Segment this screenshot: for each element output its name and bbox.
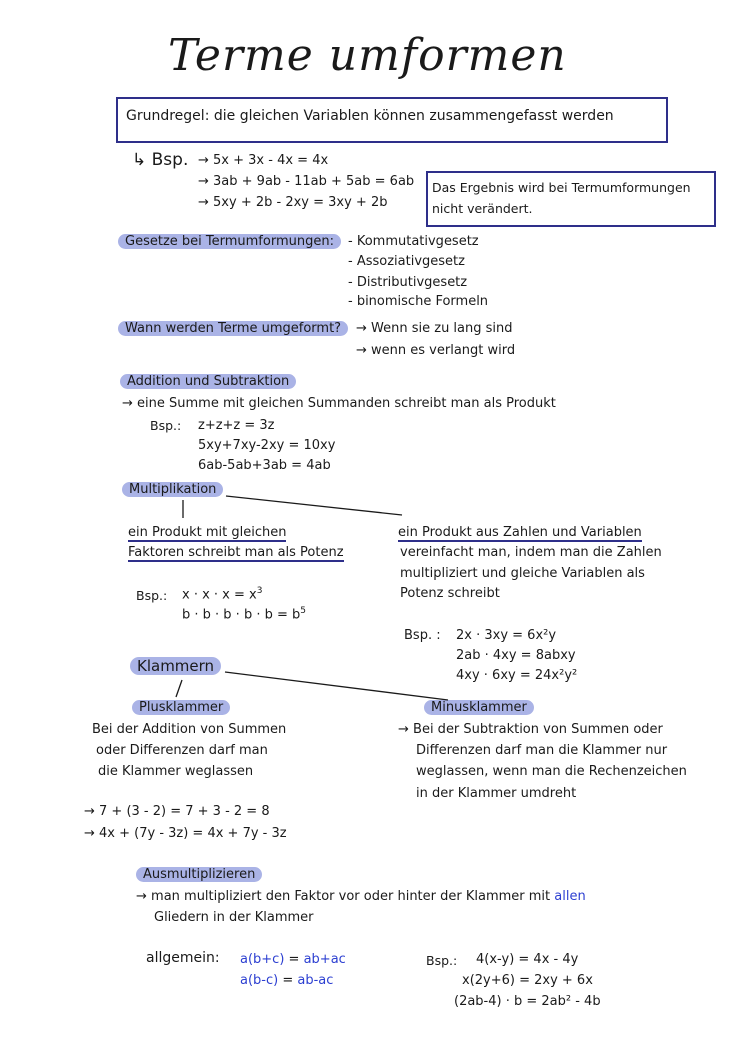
minus-line-2: Differenzen darf man die Klammer nur <box>416 743 668 758</box>
addition-example-1: z+z+z = 3z <box>198 418 275 433</box>
klammern-connector-left <box>176 680 182 697</box>
wann-answer-1: → Wenn sie zu lang sind <box>356 321 513 336</box>
wann-answer-2: → wenn es verlangt wird <box>356 343 516 358</box>
mult-right-example-3: 4xy · 6xy = 24x²y² <box>456 668 578 683</box>
plus-line-3: die Klammer weglassen <box>98 764 254 779</box>
klammern-connector-right <box>225 672 448 700</box>
mult-left-example-2: $b \cdot b \cdot b \cdot b \cdot b = b^5$ <box>182 606 306 623</box>
ausmult-bsp-label: Bsp.: <box>426 953 458 968</box>
plus-line-1: Bei der Addition von Summen <box>92 722 287 737</box>
gesetz-item-4: - binomische Formeln <box>348 294 489 309</box>
wann-label: Wann werden Terme umgeformt? <box>118 321 348 336</box>
grundregel-text: Grundregel: die gleichen Variablen können zusammengefasst werden <box>126 108 614 124</box>
plus-example-2: → 4x + (7y - 3z) = 4x + 7y - 3z <box>84 826 287 841</box>
plus-line-2: oder Differenzen darf man <box>96 743 268 758</box>
addition-rule: → eine Summe mit gleichen Summanden schreibt man als Produkt <box>122 396 556 411</box>
ausmult-bsp-1: 4(x-y) = 4x - 4y <box>476 952 579 967</box>
minus-line-4: in der Klammer umdreht <box>416 786 577 801</box>
addition-heading: Addition und Subtraktion <box>120 374 296 389</box>
minusklammer-heading: Minusklammer <box>424 700 534 715</box>
ergebnis-line-1: Das Ergebnis wird bei Termumformungen <box>432 180 691 195</box>
plusklammer-heading: Plusklammer <box>132 700 230 715</box>
klammern-heading: Klammern <box>130 657 221 675</box>
bsp-label: ↳ Bsp. <box>132 150 189 170</box>
gesetz-item-1: - Kommutativgesetz <box>348 234 479 249</box>
addition-example-3: 6ab-5ab+3ab = 4ab <box>198 458 331 473</box>
addition-bsp-label: Bsp.: <box>150 418 182 433</box>
mult-left-bsp-label: Bsp.: <box>136 588 168 603</box>
ausmult-bsp-2: x(2y+6) = 2xy + 6x <box>462 973 593 988</box>
minus-line-1: → Bei der Subtraktion von Summen oder <box>398 722 663 737</box>
formula-1: a(b+c) = ab+ac <box>240 952 346 967</box>
ausmultiplizieren-heading: Ausmultiplizieren <box>136 867 262 882</box>
mult-right-line-1: ein Produkt aus Zahlen und Variablen <box>398 525 642 540</box>
mult-left-example-1: $x \cdot x \cdot x = x^3$ <box>182 586 263 603</box>
gesetze-label: Gesetze bei Termumformungen: <box>118 234 341 249</box>
bsp-line-1: → 5x + 3x - 4x = 4x <box>198 153 329 168</box>
mult-right-example-1: 2x · 3xy = 6x²y <box>456 628 557 643</box>
plus-example-1: → 7 + (3 - 2) = 7 + 3 - 2 = 8 <box>84 804 270 819</box>
formula-2: a(b-c) = ab-ac <box>240 973 334 988</box>
allgemein-label: allgemein: <box>146 950 220 966</box>
mult-right-line-3: multipliziert und gleiche Variablen als <box>400 566 645 581</box>
mult-left-line-1: ein Produkt mit gleichen <box>128 525 287 540</box>
minus-line-3: weglassen, wenn man die Rechenzeichen <box>416 764 687 779</box>
mult-connector-right <box>226 496 402 515</box>
gesetz-item-3: - Distributivgesetz <box>348 275 468 290</box>
mult-left-line-2: Faktoren schreibt man als Potenz <box>128 545 344 560</box>
bsp-line-2: → 3ab + 9ab - 11ab + 5ab = 6ab <box>198 174 415 189</box>
page-title: Terme umformen <box>168 30 567 81</box>
mult-right-line-2: vereinfacht man, indem man die Zahlen <box>400 545 662 560</box>
ausmult-bsp-3: (2ab-4) · b = 2ab² - 4b <box>454 994 601 1009</box>
mult-right-line-4: Potenz schreibt <box>400 586 500 601</box>
mult-right-bsp-label: Bsp. : <box>404 628 441 643</box>
ergebnis-line-2: nicht verändert. <box>432 201 533 216</box>
addition-example-2: 5xy+7xy-2xy = 10xy <box>198 438 336 453</box>
mult-right-example-2: 2ab · 4xy = 8abxy <box>456 648 576 663</box>
gesetz-item-2: - Assoziativgesetz <box>348 254 465 269</box>
bsp-line-3: → 5xy + 2b - 2xy = 3xy + 2b <box>198 195 388 210</box>
multiplikation-heading: Multiplikation <box>122 482 223 497</box>
ausmult-rule-line-1: → man multipliziert den Faktor vor oder hinter der Klammer mit allen <box>136 889 586 904</box>
ausmult-rule-line-2: Gliedern in der Klammer <box>154 910 314 925</box>
